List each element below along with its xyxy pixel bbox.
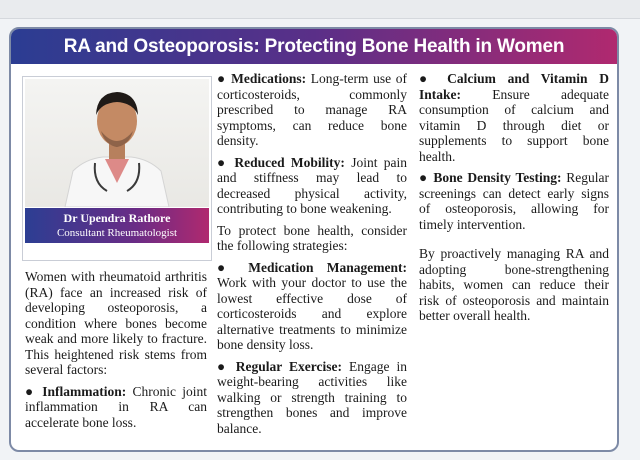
strategy-item	[419, 170, 609, 232]
title-banner	[11, 29, 617, 64]
article-box	[9, 27, 619, 452]
factor-heading: Reduced Mobility:	[234, 154, 345, 170]
strategy-text: Engage in weight-bearing activities like walking or strength training to strengthen bones and improve balance.	[217, 358, 407, 436]
strategy-item	[217, 260, 407, 353]
column-3	[419, 71, 609, 330]
author-photo	[25, 79, 209, 207]
bullet-icon: ●	[419, 71, 436, 86]
strategy-heading: Bone Density Testing:	[433, 170, 562, 185]
strategy-item	[217, 359, 407, 437]
factor-text: Chronic joint inflammation in RA can accelerate bone loss.	[25, 383, 208, 430]
author-card	[22, 76, 212, 261]
bullet-icon: ●	[217, 259, 236, 275]
strategy-heading: Calcium and Vitamin D Intake:	[419, 71, 609, 102]
author-name: Dr Upendra Rathore	[63, 211, 171, 225]
factor-text: Joint pain and stiffness may lead to decreased physical activity, contributing to bone weakening.	[217, 154, 408, 216]
article-title: RA and Osteoporosis: Protecting Bone Health in Women	[63, 35, 565, 57]
bullet-icon: ●	[217, 358, 229, 374]
bullet-icon: ●	[419, 170, 429, 185]
strategy-item	[419, 71, 609, 164]
column-1	[25, 269, 207, 436]
factor-item	[217, 71, 407, 149]
author-name-plate	[25, 208, 209, 243]
conclusion-paragraph: By proactively managing RA and adopting bone-strengthening habits, women can reduce their risk of osteoporosis and maintain better overall health.	[419, 246, 609, 323]
bullet-icon: ●	[217, 71, 227, 86]
spacer	[419, 238, 609, 246]
factor-heading: Inflammation:	[42, 383, 127, 399]
strategy-heading: Regular Exercise:	[235, 358, 343, 374]
strategy-text: Regular screenings can detect early signs of osteoporosis, allowing for timely intervention.	[419, 170, 610, 232]
factor-item	[25, 384, 207, 431]
factor-item	[217, 155, 407, 217]
column-2	[217, 71, 407, 442]
strategy-text: Ensure adequate consumption of calcium and vitamin D through diet or supplements to support bone health.	[419, 86, 609, 164]
strategy-heading: Medication Management:	[248, 259, 407, 275]
author-role: Consultant Rheumatologist	[56, 227, 178, 239]
factor-heading: Medications:	[231, 71, 307, 86]
intro-paragraph: Women with rheumatoid arthritis (RA) face an increased risk of developing osteoporosis, a condition where bones become weak and more likely to fracture. This heightened risk stems from several factors:	[25, 269, 207, 377]
page-top-strip	[0, 0, 640, 19]
strategy-text: Work with your doctor to use the lowest effective dose of corticosteroids and explore alternative treatments to minimize bone density loss.	[217, 275, 407, 352]
factor-text: Long-term use of corticosteroids, commonly prescribed to manage RA symptoms, can reduce bone density.	[217, 71, 408, 148]
bullet-icon: ●	[25, 383, 37, 399]
strategies-intro: To protect bone health, consider the following strategies:	[217, 222, 407, 253]
bullet-icon: ●	[217, 154, 229, 170]
